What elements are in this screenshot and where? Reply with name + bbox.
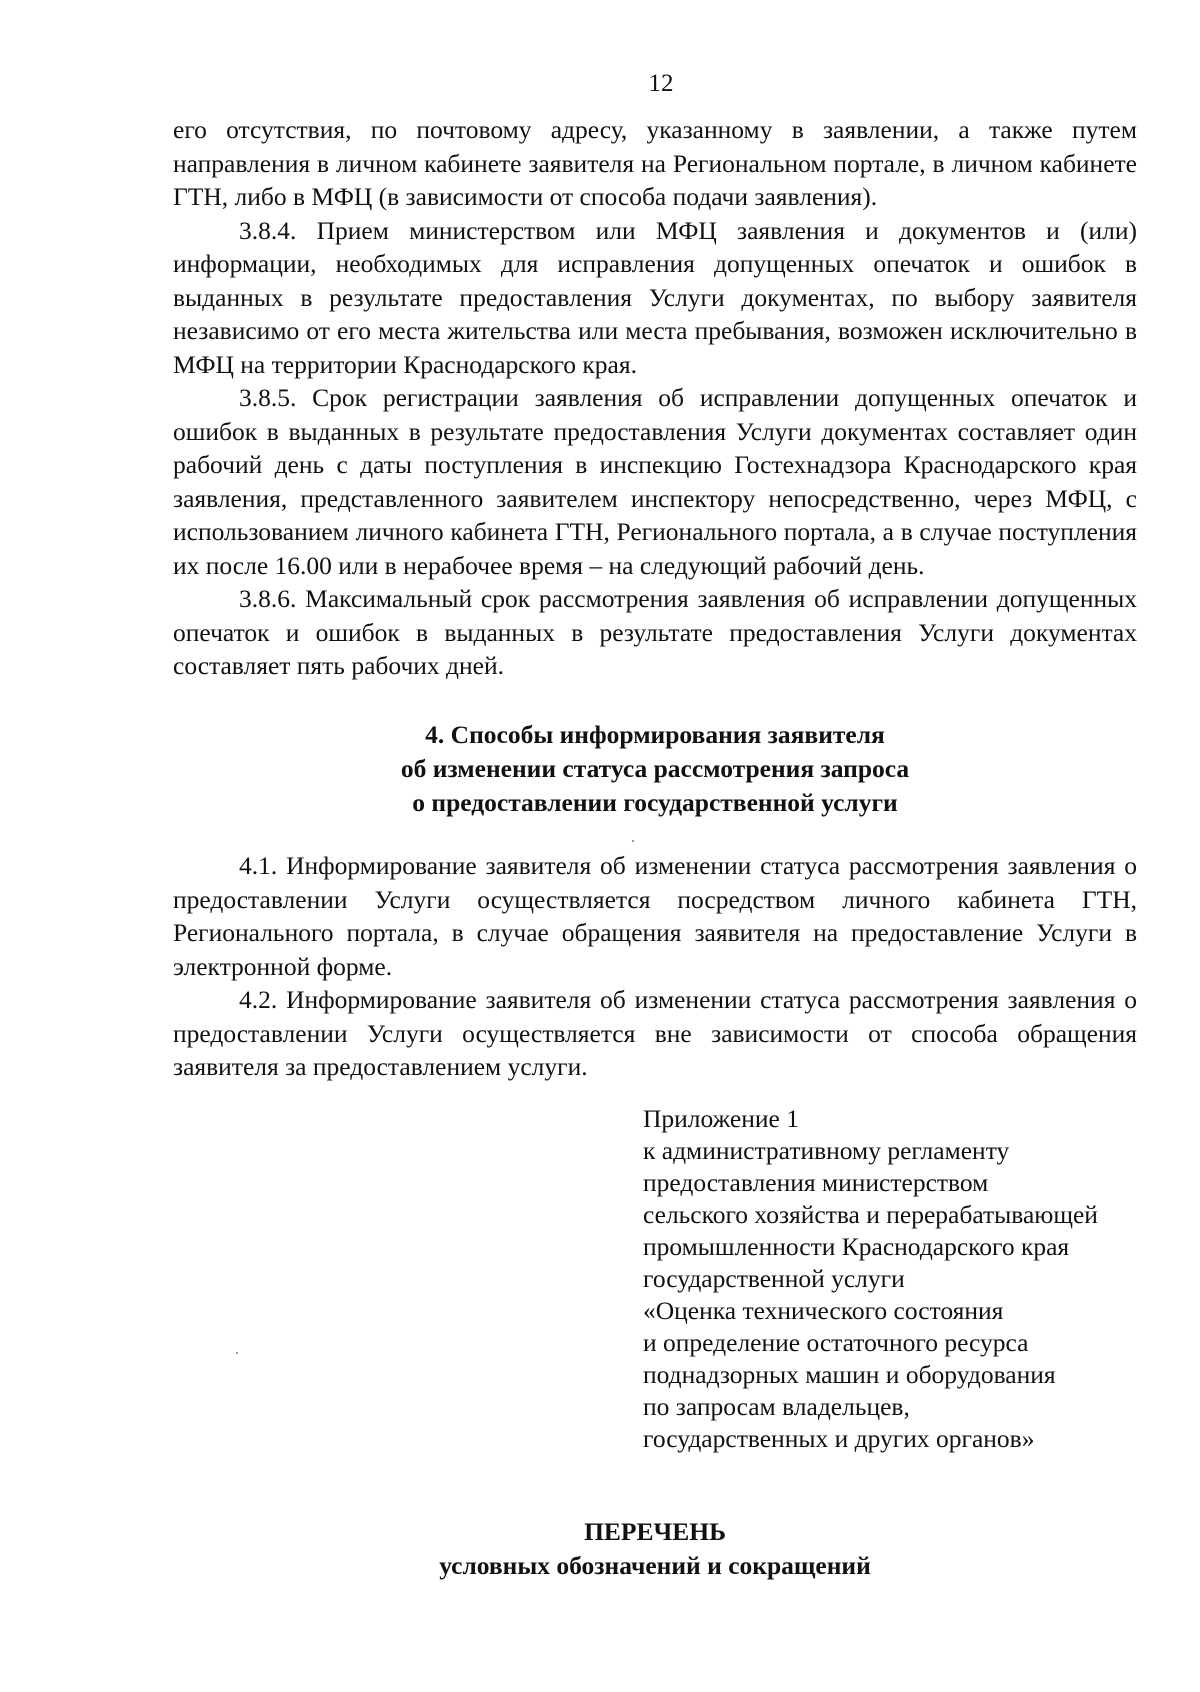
appendix-line: поднадзорных машин и оборудования — [643, 1360, 1056, 1389]
appendix-reference — [643, 1103, 1143, 1455]
section-4-text — [173, 849, 1137, 1084]
paragraph-4-1: 4.1. Информирование заявителя об изменении статуса рассмотрения заявления о предоставлении Услуги осуществляется посредством личного кабинета ГТН, Регионального портала, в случае обращения заявителя на предоставление Услуги в электронной форме. — [173, 851, 1137, 981]
appendix-line: Приложение 1 — [643, 1104, 799, 1133]
paragraph-3-8-5: 3.8.5. Срок регистрации заявления об исправлении допущенных опечаток и ошибок в выданных в результате предоставления Услуги документах составляет один рабочий день с даты поступления в инспекцию Гостехнадзора Краснодарского края заявления, представленного заявителем инспектору непосредственно, через МФЦ, с использованием личного кабинета ГТН, Регионального портала, а в случае поступления их после 16.00 или в нерабочее время – на следующий рабочий день. — [173, 383, 1137, 580]
paragraph-continuation: его отсутствия, по почтовому адресу, указанному в заявлении, а также путем направления в личном кабинете заявителя на Региональном портале, в личном кабинете ГТН, либо в МФЦ (в зависимости от способа подачи заявления). — [173, 115, 1137, 211]
section-4-heading — [173, 718, 1137, 820]
appendix-line: и определение остаточного ресурса — [643, 1328, 1029, 1357]
section-3-text — [173, 113, 1137, 683]
scan-speck — [632, 840, 634, 842]
heading-line: о предоставлении государственной услуги — [412, 788, 898, 817]
page-number: 12 — [648, 70, 674, 97]
appendix-line: промышленности Краснодарского края — [643, 1232, 1070, 1261]
scan-speck — [236, 1352, 238, 1354]
paragraph-4-2: 4.2. Информирование заявителя об изменении статуса рассмотрения заявления о предоставлении Услуги осуществляется вне зависимости от способа обращения заявителя за предоставлением услуги. — [173, 985, 1137, 1081]
appendix-line: «Оценка технического состояния — [643, 1296, 1004, 1325]
paragraph-3-8-4: 3.8.4. Прием министерством или МФЦ заявления и документов и (или) информации, необходимых для исправления допущенных опечаток и ошибок в выданных в результате предоставления Услуги документах, по выбору заявителя независимо от его места жительства или места пребывания, возможен исключительно в МФЦ на территории Краснодарского края. — [173, 215, 1137, 379]
list-title — [173, 1515, 1137, 1583]
appendix-line: к административному регламенту — [643, 1136, 1010, 1165]
appendix-line: предоставления министерством — [643, 1168, 989, 1197]
heading-line: 4. Способы информирования заявителя — [425, 720, 885, 749]
paragraph-3-8-6: 3.8.6. Максимальный срок рассмотрения заявления об исправлении допущенных опечаток и ошибок в выданных в результате предоставления Услуги документах составляет пять рабочих дней. — [173, 584, 1137, 680]
appendix-line: государственных и других органов» — [643, 1424, 1035, 1453]
list-title-subtitle: условных обозначений и сокращений — [439, 1551, 871, 1580]
list-title-main: ПЕРЕЧЕНЬ — [584, 1517, 726, 1546]
appendix-line: государственной услуги — [643, 1264, 905, 1293]
appendix-line: по запросам владельцев, — [643, 1392, 910, 1421]
heading-line: об изменении статуса рассмотрения запроса — [400, 754, 910, 783]
appendix-line: сельского хозяйства и перерабатывающей — [643, 1200, 1098, 1229]
